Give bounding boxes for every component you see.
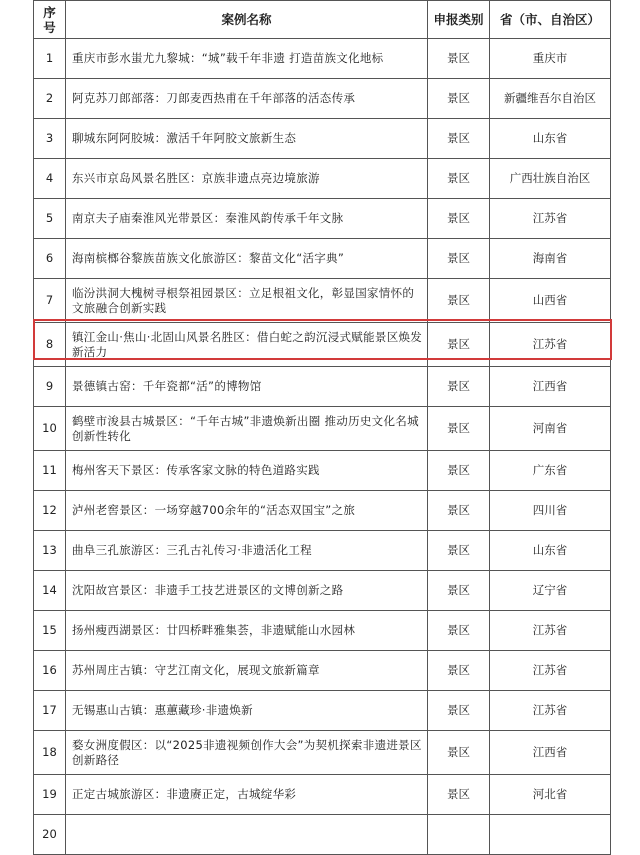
table-row bbox=[34, 451, 611, 491]
province-cell: 河南省 bbox=[490, 407, 611, 451]
case-name-cell: 南京夫子庙秦淮风光带景区：秦淮风韵传承千年文脉 bbox=[66, 199, 428, 239]
row-number-cell: 19 bbox=[34, 775, 66, 815]
case-table bbox=[33, 0, 611, 855]
case-name-cell: 镇江金山·焦山·北固山风景名胜区：借白蛇之韵沉浸式赋能景区焕发新活力 bbox=[66, 323, 428, 367]
province-cell: 辽宁省 bbox=[490, 571, 611, 611]
table-row bbox=[34, 491, 611, 531]
province-cell: 海南省 bbox=[490, 239, 611, 279]
row-number-cell: 6 bbox=[34, 239, 66, 279]
province-cell: 山东省 bbox=[490, 119, 611, 159]
category-cell: 景区 bbox=[428, 79, 490, 119]
row-number-cell: 10 bbox=[34, 407, 66, 451]
category-cell: 景区 bbox=[428, 159, 490, 199]
case-name-cell: 扬州瘦西湖景区：廿四桥畔雅集荟，非遗赋能山水园林 bbox=[66, 611, 428, 651]
case-name-cell: 聊城东阿阿胶城：激活千年阿胶文旅新生态 bbox=[66, 119, 428, 159]
case-name-cell: 景德镇古窑：千年瓷都“活”的博物馆 bbox=[66, 367, 428, 407]
category-cell: 景区 bbox=[428, 239, 490, 279]
table-row bbox=[34, 39, 611, 79]
case-list-sheet bbox=[33, 0, 610, 841]
table-row bbox=[34, 79, 611, 119]
table-row bbox=[34, 407, 611, 451]
header-category: 申报类别 bbox=[428, 1, 490, 39]
province-cell: 河北省 bbox=[490, 775, 611, 815]
province-cell: 江苏省 bbox=[490, 323, 611, 367]
category-cell: 景区 bbox=[428, 323, 490, 367]
row-number-cell: 5 bbox=[34, 199, 66, 239]
category-cell: 景区 bbox=[428, 39, 490, 79]
province-cell: 江苏省 bbox=[490, 611, 611, 651]
table-row bbox=[34, 199, 611, 239]
category-cell: 景区 bbox=[428, 199, 490, 239]
row-number-cell: 17 bbox=[34, 691, 66, 731]
table-row bbox=[34, 815, 611, 855]
header-no: 序号 bbox=[34, 1, 66, 39]
category-cell: 景区 bbox=[428, 451, 490, 491]
table-row bbox=[34, 119, 611, 159]
category-cell: 景区 bbox=[428, 491, 490, 531]
case-name-cell: 阿克苏刀郎部落：刀郎麦西热甫在千年部落的活态传承 bbox=[66, 79, 428, 119]
case-name-cell: 梅州客天下景区：传承客家文脉的特色道路实践 bbox=[66, 451, 428, 491]
case-name-cell: 沈阳故宫景区：非遗手工技艺进景区的文博创新之路 bbox=[66, 571, 428, 611]
province-cell bbox=[490, 815, 611, 855]
case-name-cell: 正定古城旅游区：非遗赓正定，古城绽华彩 bbox=[66, 775, 428, 815]
header-province: 省（市、自治区） bbox=[490, 1, 611, 39]
row-number-cell: 20 bbox=[34, 815, 66, 855]
province-cell: 广西壮族自治区 bbox=[490, 159, 611, 199]
row-number-cell: 9 bbox=[34, 367, 66, 407]
category-cell: 景区 bbox=[428, 367, 490, 407]
case-name-cell: 曲阜三孔旅游区：三孔古礼传习·非遗活化工程 bbox=[66, 531, 428, 571]
table-row bbox=[34, 775, 611, 815]
header-case-name: 案例名称 bbox=[66, 1, 428, 39]
category-cell bbox=[428, 815, 490, 855]
case-name-cell: 临汾洪洞大槐树寻根祭祖园景区：立足根祖文化，彰显国家情怀的文旅融合创新实践 bbox=[66, 279, 428, 323]
category-cell: 景区 bbox=[428, 571, 490, 611]
row-number-cell: 15 bbox=[34, 611, 66, 651]
case-name-cell: 鹤壁市浚县古城景区：“千年古城”非遗焕新出圈 推动历史文化名城创新性转化 bbox=[66, 407, 428, 451]
table-row bbox=[34, 611, 611, 651]
case-name-cell: 泸州老窖景区：一场穿越700余年的“活态双国宝”之旅 bbox=[66, 491, 428, 531]
table-row bbox=[34, 691, 611, 731]
province-cell: 广东省 bbox=[490, 451, 611, 491]
table-row bbox=[34, 279, 611, 323]
case-name-cell: 无锡惠山古镇：惠蕙藏珍·非遗焕新 bbox=[66, 691, 428, 731]
row-number-cell: 8 bbox=[34, 323, 66, 367]
table-row bbox=[34, 731, 611, 775]
province-cell: 山东省 bbox=[490, 531, 611, 571]
category-cell: 景区 bbox=[428, 651, 490, 691]
province-cell: 江西省 bbox=[490, 731, 611, 775]
row-number-cell: 14 bbox=[34, 571, 66, 611]
category-cell: 景区 bbox=[428, 691, 490, 731]
category-cell: 景区 bbox=[428, 279, 490, 323]
table-row bbox=[34, 323, 611, 367]
category-cell: 景区 bbox=[428, 731, 490, 775]
table-row bbox=[34, 239, 611, 279]
province-cell: 江苏省 bbox=[490, 691, 611, 731]
row-number-cell: 1 bbox=[34, 39, 66, 79]
case-name-cell: 海南槟榔谷黎族苗族文化旅游区：黎苗文化“活字典” bbox=[66, 239, 428, 279]
province-cell: 江西省 bbox=[490, 367, 611, 407]
table-row bbox=[34, 571, 611, 611]
table-row bbox=[34, 531, 611, 571]
row-number-cell: 2 bbox=[34, 79, 66, 119]
case-name-cell: 苏州周庄古镇：守艺江南文化，展现文旅新篇章 bbox=[66, 651, 428, 691]
category-cell: 景区 bbox=[428, 775, 490, 815]
category-cell: 景区 bbox=[428, 611, 490, 651]
row-number-cell: 3 bbox=[34, 119, 66, 159]
category-cell: 景区 bbox=[428, 531, 490, 571]
table-row bbox=[34, 651, 611, 691]
province-cell: 江苏省 bbox=[490, 651, 611, 691]
table-row bbox=[34, 159, 611, 199]
row-number-cell: 12 bbox=[34, 491, 66, 531]
province-cell: 江苏省 bbox=[490, 199, 611, 239]
row-number-cell: 16 bbox=[34, 651, 66, 691]
case-name-cell: 东兴市京岛风景名胜区：京族非遗点亮边境旅游 bbox=[66, 159, 428, 199]
category-cell: 景区 bbox=[428, 407, 490, 451]
category-cell: 景区 bbox=[428, 119, 490, 159]
row-number-cell: 13 bbox=[34, 531, 66, 571]
case-name-cell: 婺女洲度假区：以“2025非遗视频创作大会”为契机探索非遗进景区创新路径 bbox=[66, 731, 428, 775]
table-row bbox=[34, 367, 611, 407]
row-number-cell: 11 bbox=[34, 451, 66, 491]
province-cell: 重庆市 bbox=[490, 39, 611, 79]
table-header-row bbox=[34, 1, 611, 39]
case-name-cell bbox=[66, 815, 428, 855]
row-number-cell: 18 bbox=[34, 731, 66, 775]
province-cell: 新疆维吾尔自治区 bbox=[490, 79, 611, 119]
province-cell: 四川省 bbox=[490, 491, 611, 531]
row-number-cell: 7 bbox=[34, 279, 66, 323]
row-number-cell: 4 bbox=[34, 159, 66, 199]
province-cell: 山西省 bbox=[490, 279, 611, 323]
case-name-cell: 重庆市彭水蚩尤九黎城：“城”载千年非遗 打造苗族文化地标 bbox=[66, 39, 428, 79]
